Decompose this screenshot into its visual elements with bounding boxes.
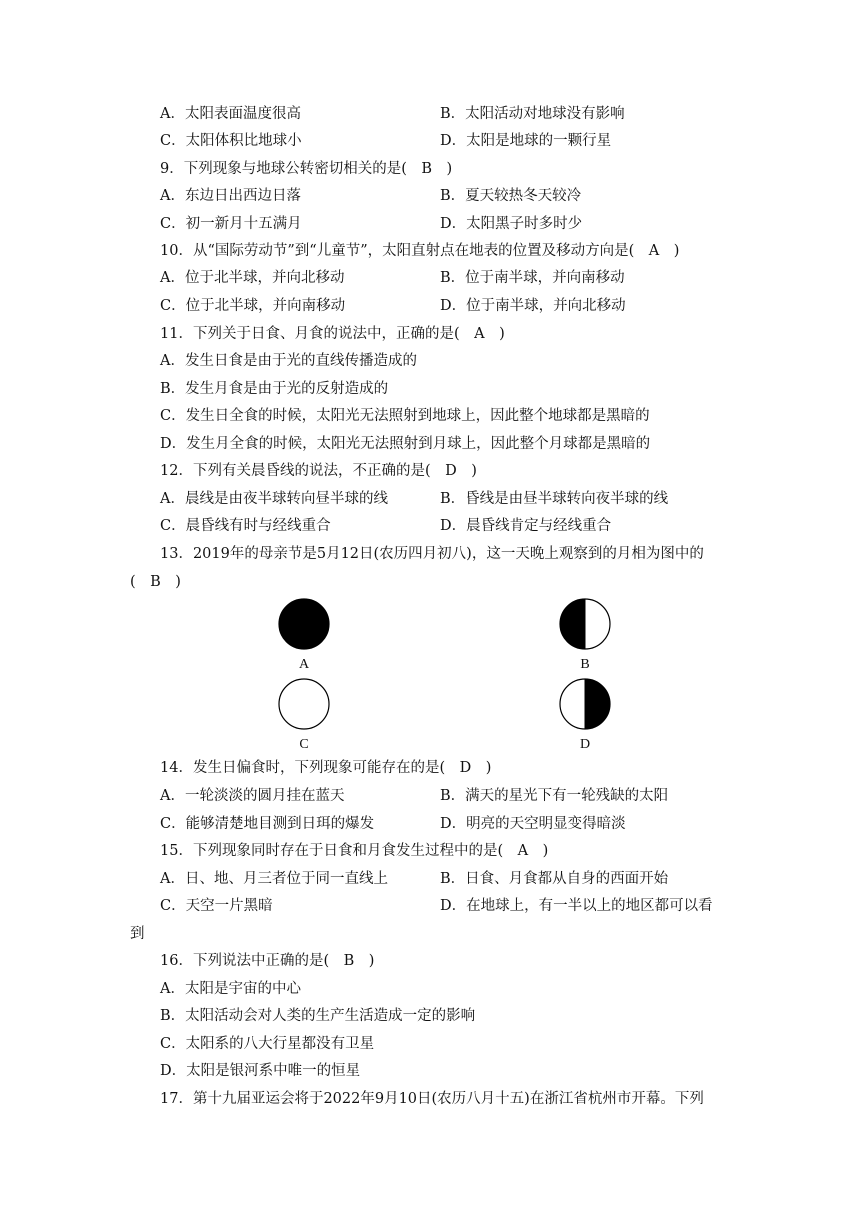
- moon-label-c: C: [299, 737, 309, 752]
- q16-option-a: A．太阳是宇宙的中心: [160, 981, 301, 997]
- moon-label-b: B: [580, 657, 590, 672]
- moon-new-icon: [277, 597, 331, 651]
- q8-option-b: B．太阳活动对地球没有影响: [440, 106, 625, 122]
- q12-stem: 12．下列有关晨昏线的说法，不正确的是( D ): [160, 463, 477, 479]
- q15-option-d-cont: 到: [130, 926, 145, 942]
- q8-option-a: A．太阳表面温度很高: [160, 106, 301, 122]
- q16-option-d: D．太阳是银河系中唯一的恒星: [160, 1063, 361, 1079]
- moon-label-a: A: [298, 657, 310, 672]
- q15-option-a: A．日、地、月三者位于同一直线上: [160, 871, 388, 887]
- q10-option-d: D．位于南半球，并向北移动: [440, 298, 626, 314]
- q14-stem: 14．发生日偏食时，下列现象可能存在的是( D ): [160, 760, 492, 776]
- moon-right-dark-icon: [558, 677, 612, 731]
- q16-option-b: B．太阳活动会对人类的生产生活造成一定的影响: [160, 1008, 476, 1024]
- moon-full-icon: [277, 677, 331, 731]
- q15-option-b: B．日食、月食都从自身的西面开始: [440, 871, 669, 887]
- q14-option-b: B．满天的星光下有一轮残缺的太阳: [440, 788, 669, 804]
- q12-option-a: A．晨线是由夜半球转向昼半球的线: [160, 491, 388, 507]
- q15-stem: 15．下列现象同时存在于日食和月食发生过程中的是( A ): [160, 843, 549, 859]
- q16-option-c: C．太阳系的八大行星都没有卫星: [160, 1036, 375, 1052]
- q10-option-a: A．位于北半球，并向北移动: [160, 270, 345, 286]
- q14-option-c: C．能够清楚地目测到日珥的爆发: [160, 816, 375, 832]
- moon-left-dark-icon: [558, 597, 612, 651]
- q16-stem: 16．下列说法中正确的是( B ): [160, 953, 375, 969]
- q12-option-d: D．晨昏线肯定与经线重合: [440, 518, 612, 534]
- q9-option-a: A．东边日出西边日落: [160, 188, 301, 204]
- q9-option-d: D．太阳黑子时多时少: [440, 216, 583, 232]
- moon-label-d: D: [579, 737, 591, 752]
- q14-option-d: D．明亮的天空明显变得暗淡: [440, 816, 626, 832]
- q17-stem: 17．第十九届亚运会将于2022年9月10日(农历八月十五)在浙江省杭州市开幕。下列: [160, 1091, 704, 1107]
- q11-option-c: C．发生日全食的时候，太阳光无法照射到地球上，因此整个地球都是黑暗的: [160, 408, 650, 424]
- q12-option-c: C．晨昏线有时与经线重合: [160, 518, 331, 534]
- q10-stem: 10．从“国际劳动节”到“儿童节”，太阳直射点在地表的位置及移动方向是( A ): [160, 243, 680, 259]
- q15-option-d: D．在地球上，有一半以上的地区都可以看: [440, 898, 713, 914]
- q8-option-d: D．太阳是地球的一颗行星: [440, 133, 612, 149]
- q11-option-d: D．发生月全食的时候，太阳光无法照射到月球上，因此整个月球都是黑暗的: [160, 436, 651, 452]
- q11-option-a: A．发生日食是由于光的直线传播造成的: [160, 353, 417, 369]
- moon-phase-b: [555, 597, 615, 673]
- q11-option-b: B．发生月食是由于光的反射造成的: [160, 381, 389, 397]
- q10-option-c: C．位于北半球，并向南移动: [160, 298, 346, 314]
- q12-option-b: B．昏线是由昼半球转向夜半球的线: [440, 491, 669, 507]
- moon-phase-a: [274, 597, 334, 673]
- moon-phase-d: [555, 677, 615, 753]
- q9-option-c: C．初一新月十五满月: [160, 216, 302, 232]
- moon-phase-c: [274, 677, 334, 753]
- q13-stem: 13．2019年的母亲节是5月12日(农历四月初八)，这一天晚上观察到的月相为图中的: [160, 546, 704, 562]
- q8-option-c: C．太阳体积比地球小: [160, 133, 302, 149]
- q14-option-a: A．一轮淡淡的圆月挂在蓝天: [160, 788, 345, 804]
- q9-option-b: B．夏天较热冬天较冷: [440, 188, 582, 204]
- q10-option-b: B．位于南半球，并向南移动: [440, 270, 625, 286]
- q11-stem: 11．下列关于日食、月食的说法中，正确的是( A ): [160, 326, 505, 342]
- q13-stem-answer: ( B ): [130, 574, 181, 590]
- q15-option-c: C．天空一片黑暗: [160, 898, 273, 914]
- q9-stem: 9．下列现象与地球公转密切相关的是( B ): [160, 161, 453, 177]
